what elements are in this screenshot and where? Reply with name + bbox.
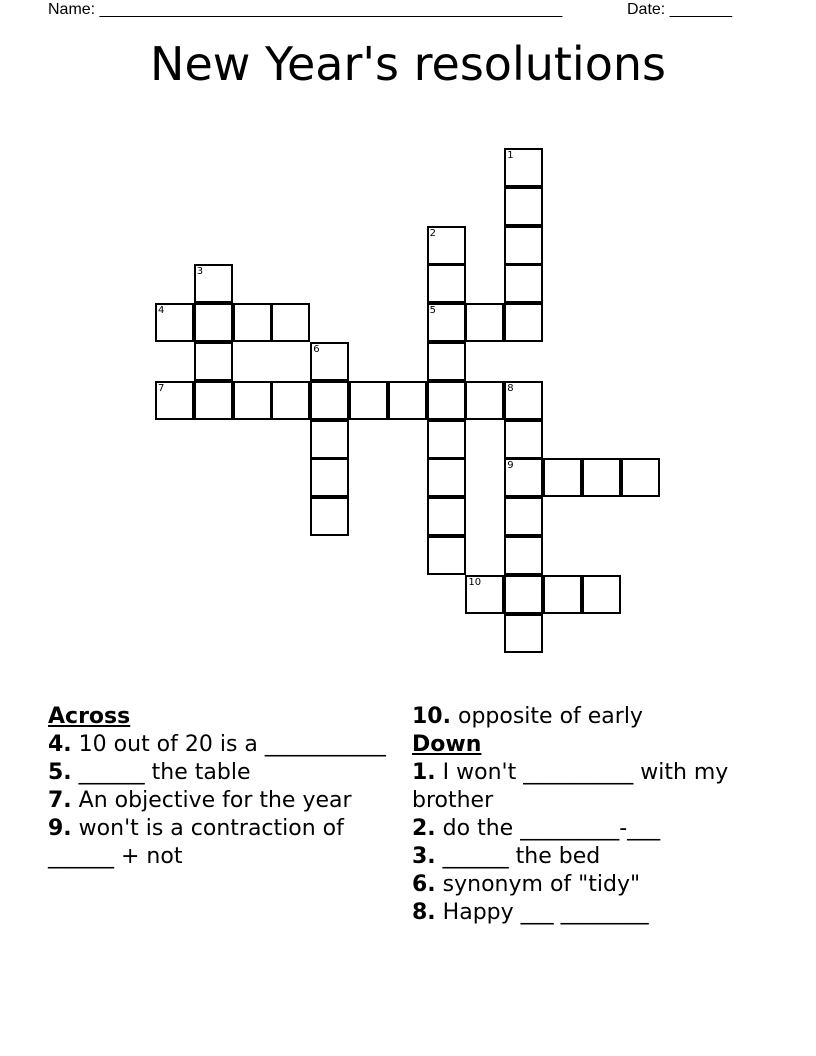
clue-text: opposite of early xyxy=(457,704,643,729)
grid-cell[interactable] xyxy=(504,575,543,614)
cell-number: 3 xyxy=(196,266,204,278)
cell-number: 2 xyxy=(429,227,436,239)
clue-text: ______ the table xyxy=(78,760,251,785)
clue-text: Happy ___ ________ xyxy=(442,900,649,925)
grid-cell[interactable] xyxy=(194,381,233,420)
clue-text: 10 out of 20 is a ___________ xyxy=(78,732,386,757)
grid-cell[interactable] xyxy=(427,458,466,497)
grid-cell[interactable] xyxy=(310,381,349,420)
across-heading: Across xyxy=(48,704,131,729)
grid-cell[interactable] xyxy=(504,420,543,459)
name-field: Name: ____________________________________________________ xyxy=(48,1,563,18)
clues-right-column xyxy=(412,703,772,927)
clue-down-6 xyxy=(412,871,772,899)
grid-cell[interactable] xyxy=(504,536,543,575)
clue-down-3 xyxy=(412,843,772,871)
grid-cell[interactable] xyxy=(233,303,272,342)
grid-cell[interactable] xyxy=(310,497,349,536)
grid-cell[interactable] xyxy=(271,381,310,420)
grid-cell[interactable] xyxy=(504,148,543,187)
grid-cell[interactable] xyxy=(427,226,466,265)
grid-cell[interactable] xyxy=(427,342,466,381)
clue-number: 3. xyxy=(412,844,436,869)
grid-cell[interactable] xyxy=(504,614,543,653)
clue-down-8 xyxy=(412,899,772,927)
grid-cell[interactable] xyxy=(465,575,504,614)
grid-cell[interactable] xyxy=(194,303,233,342)
cell-number: 4 xyxy=(158,305,165,317)
clue-number: 2. xyxy=(412,816,436,841)
date-field: Date: _______ xyxy=(627,1,732,18)
cell-number: 10 xyxy=(468,576,482,588)
grid-cell[interactable] xyxy=(427,264,466,303)
down-heading: Down xyxy=(412,732,482,757)
clue-across-9 xyxy=(48,815,388,871)
grid-cell[interactable] xyxy=(504,458,543,497)
grid-cell[interactable] xyxy=(194,264,233,303)
grid-cell[interactable] xyxy=(504,187,543,226)
clue-number: 1. xyxy=(412,760,436,785)
clue-number: 6. xyxy=(412,872,436,897)
cell-number: 6 xyxy=(313,344,320,355)
clue-number: 9. xyxy=(48,816,72,841)
grid-cell[interactable] xyxy=(310,458,349,497)
clue-text: I won't __________ with my brother xyxy=(412,760,729,813)
clue-across-7 xyxy=(48,787,388,815)
clue-text: do the _________-___ xyxy=(442,816,661,841)
clues-left-column xyxy=(48,703,388,871)
grid-cell[interactable] xyxy=(155,381,194,420)
clue-across-4 xyxy=(48,731,388,759)
page-title: New Year's resolutions xyxy=(150,37,666,91)
cell-number: 7 xyxy=(158,382,165,394)
grid-cell[interactable] xyxy=(427,420,466,459)
clue-text: synonym of "tidy" xyxy=(442,872,641,897)
grid-cell[interactable] xyxy=(504,264,543,303)
grid-cell[interactable] xyxy=(194,342,233,381)
clue-text: won't is a contraction of ______ + not xyxy=(48,816,344,869)
clue-number: 8. xyxy=(412,900,436,925)
grid-cell[interactable] xyxy=(310,420,349,459)
grid-cell[interactable] xyxy=(271,303,310,342)
clue-down-2 xyxy=(412,815,772,843)
grid-cell[interactable] xyxy=(465,303,504,342)
grid-cell[interactable] xyxy=(427,536,466,575)
grid-cell[interactable] xyxy=(504,497,543,536)
clue-number: 5. xyxy=(48,760,72,785)
grid-cell[interactable] xyxy=(504,381,543,420)
clue-down-1 xyxy=(412,759,772,815)
clue-number: 4. xyxy=(48,732,72,757)
grid-cell[interactable] xyxy=(310,342,349,381)
clue-number: 10. xyxy=(412,704,451,729)
grid-cell[interactable] xyxy=(504,226,543,265)
grid-cell[interactable] xyxy=(543,575,582,614)
grid-cell[interactable] xyxy=(388,381,427,420)
clue-across-5 xyxy=(48,759,388,787)
grid-cell[interactable] xyxy=(582,458,621,497)
cell-number: 8 xyxy=(507,382,514,394)
grid-cell[interactable] xyxy=(427,303,466,342)
grid-cell[interactable] xyxy=(427,381,466,420)
cell-number: 9 xyxy=(507,460,514,472)
clue-text: ______ the bed xyxy=(442,844,601,869)
grid-cell[interactable] xyxy=(349,381,388,420)
clue-text: An objective for the year xyxy=(78,788,352,813)
cell-number: 1 xyxy=(507,150,514,161)
clue-number: 7. xyxy=(48,788,72,813)
grid-cell[interactable] xyxy=(233,381,272,420)
grid-cell[interactable] xyxy=(504,303,543,342)
grid-cell[interactable] xyxy=(621,458,660,497)
grid-cell[interactable] xyxy=(427,497,466,536)
grid-cell[interactable] xyxy=(465,381,504,420)
cell-number: 5 xyxy=(429,305,436,317)
grid-cell[interactable] xyxy=(155,303,194,342)
grid-cell[interactable] xyxy=(582,575,621,614)
grid-cell[interactable] xyxy=(543,458,582,497)
clue-across-10 xyxy=(412,703,772,731)
